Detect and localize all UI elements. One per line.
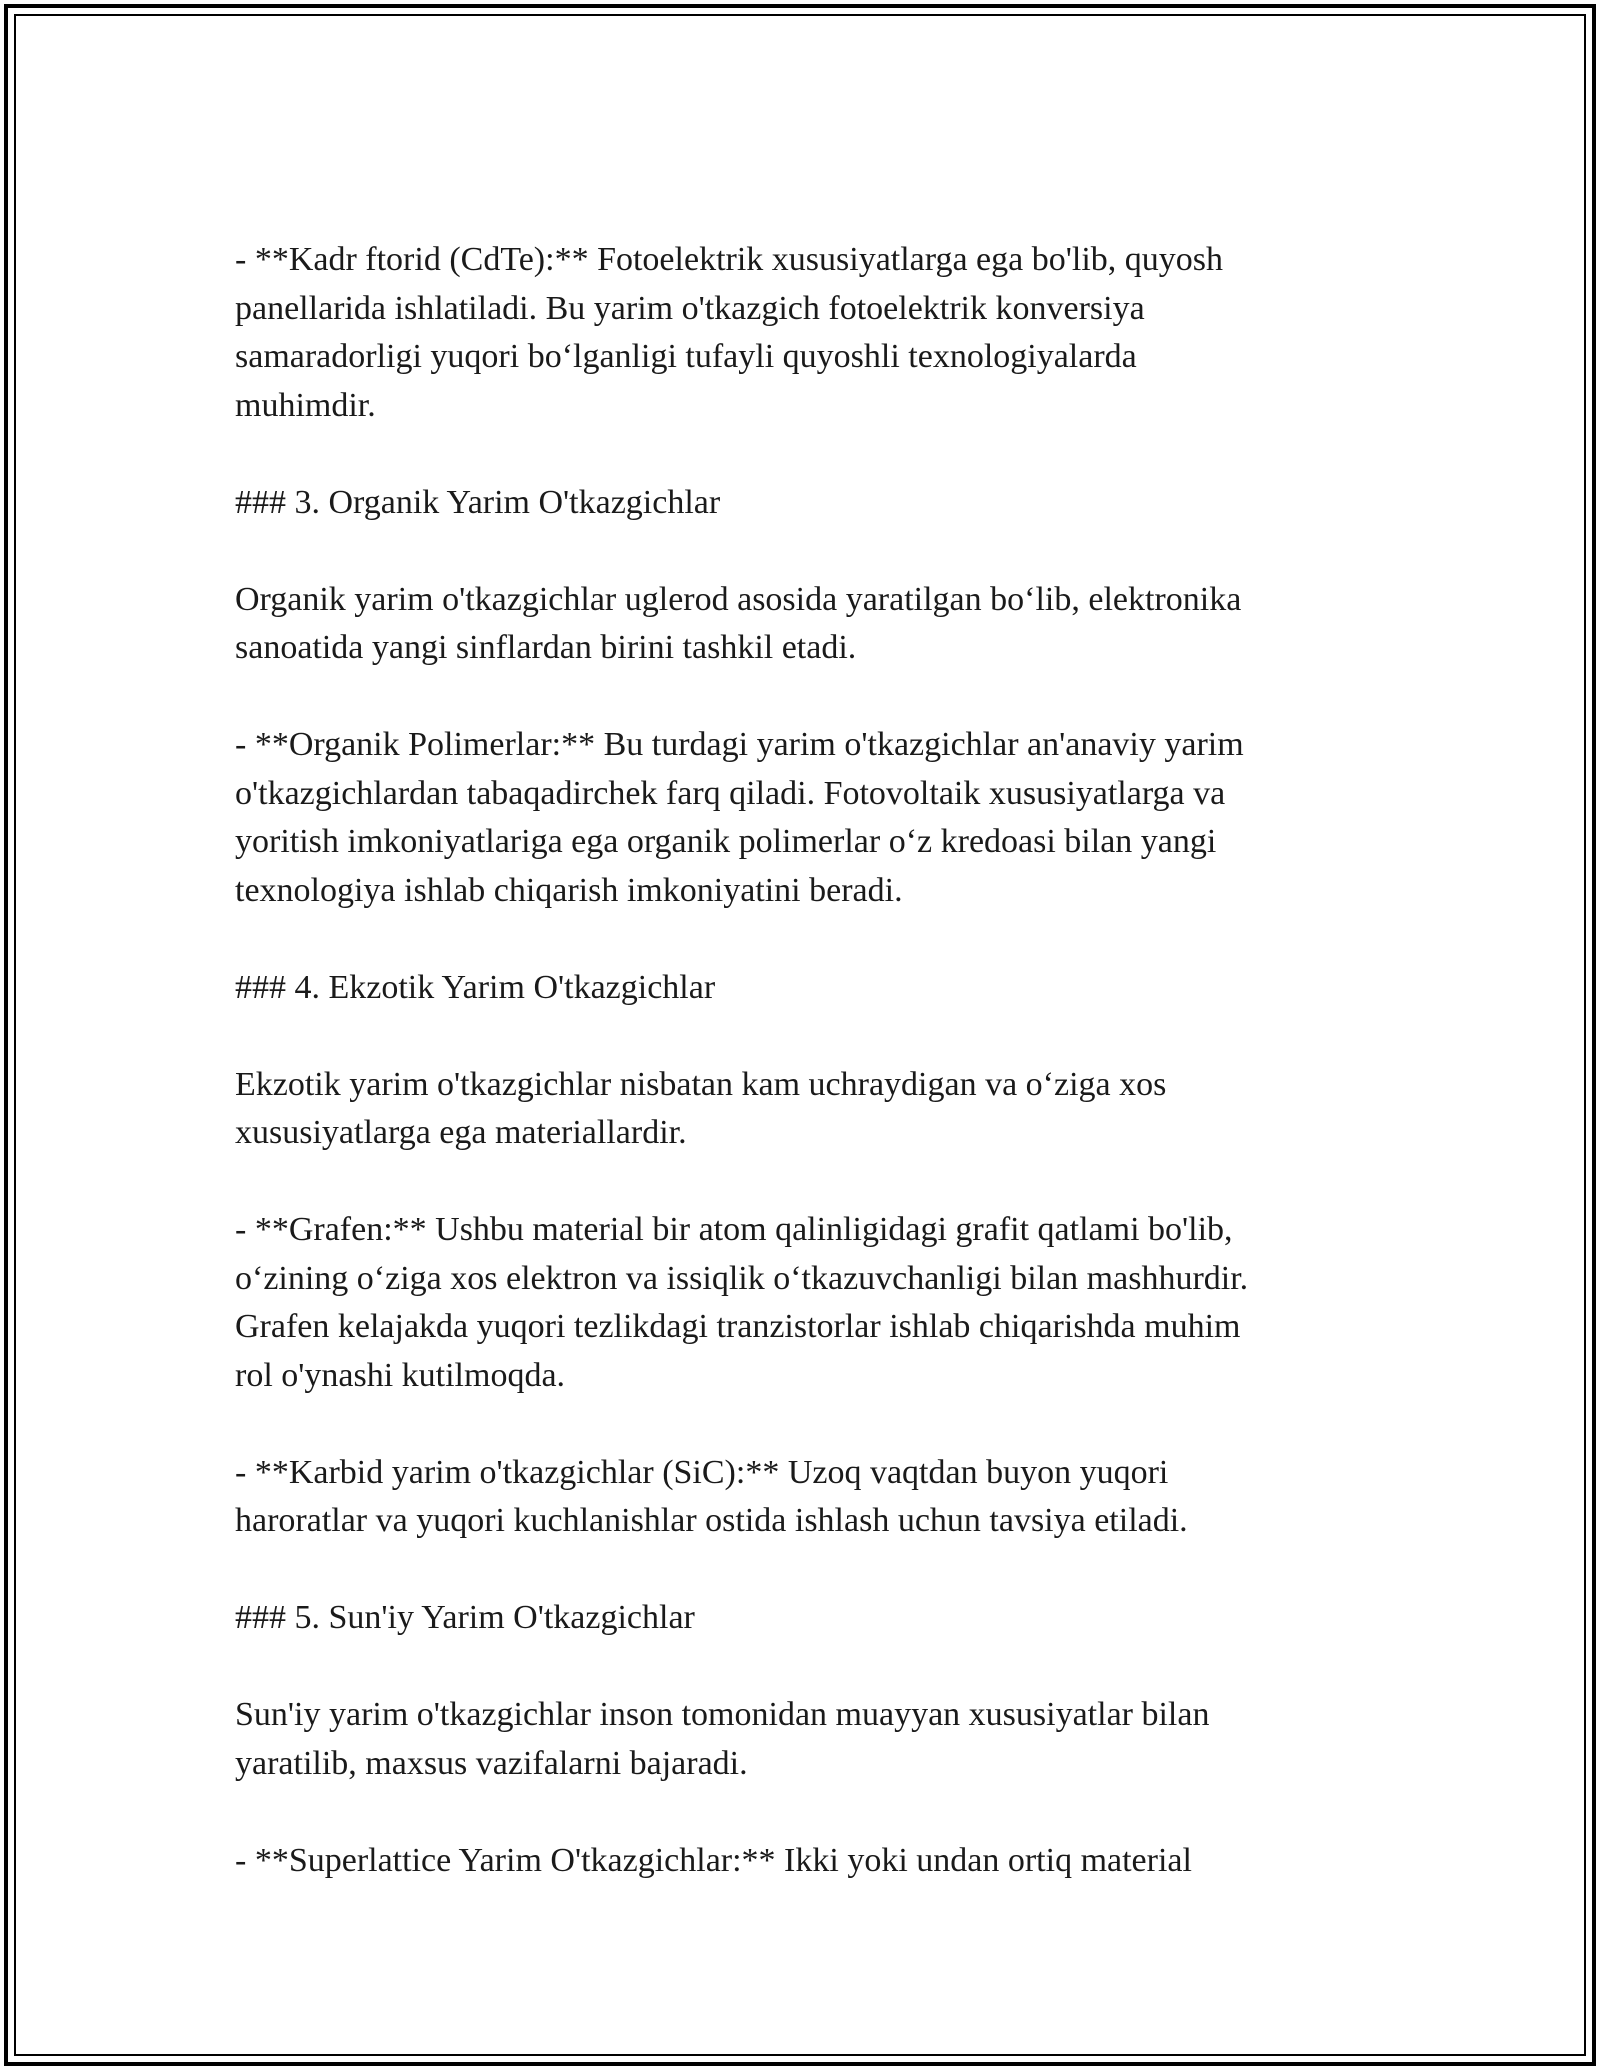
text-line: - **Karbid yarim o'tkazgichlar (SiC):** Uzoq vaqtdan buyon yuqori: [235, 1453, 1169, 1491]
text-line: ### 4. Ekzotik Yarim O'tkazgichlar: [235, 968, 716, 1006]
document-body: [235, 236, 1365, 1885]
text-line: - **Grafen:** Ushbu material bir atom qalinligidagi grafit qatlami bo'lib,: [235, 1211, 1233, 1248]
text-line: muhimdir.: [235, 386, 376, 424]
text-line: ### 3. Organik Yarim O'tkazgichlar: [235, 483, 721, 521]
bullet-item: [235, 1449, 1365, 1546]
text-line: xususiyatlarga ega materiallardir.: [235, 1114, 687, 1151]
paragraph: [235, 1061, 1365, 1158]
text-line: haroratlar va yuqori kuchlanishlar ostida ishlash uchun tavsiya etiladi.: [235, 1502, 1188, 1539]
text-line: samaradorligi yuqori bo‘lganligi tufayli quyoshli texnologiyalarda: [235, 338, 1137, 375]
text-line: - **Kadr ftorid (CdTe):** Fotoelektrik xususiyatlarga ega bo'lib, quyosh: [235, 241, 1223, 278]
text-line: texnologiya ishlab chiqarish imkoniyatini beradi.: [235, 871, 903, 909]
text-line: Ekzotik yarim o'tkazgichlar nisbatan kam uchraydigan va o‘ziga xos: [235, 1065, 1167, 1103]
bullet-item: [235, 721, 1365, 915]
text-line: panellarida ishlatiladi. Bu yarim o'tkazgich fotoelektrik konversiya: [235, 289, 1145, 327]
text-line: Organik yarim o'tkazgichlar uglerod asosida yaratilgan bo‘lib, elektronika: [235, 580, 1242, 618]
text-line: yoritish imkoniyatlariga ega organik polimerlar o‘z kredoasi bilan yangi: [235, 823, 1217, 860]
bullet-item: [235, 1206, 1365, 1400]
text-line: sanoatida yangi sinflardan birini tashkil etadi.: [235, 629, 857, 666]
text-line: yaratilib, maxsus vazifalarni bajaradi.: [235, 1744, 748, 1782]
text-line: rol o'ynashi kutilmoqda.: [235, 1356, 566, 1394]
text-line: o'tkazgichlardan tabaqadirchek farq qiladi. Fotovoltaik xususiyatlarga va: [235, 774, 1226, 812]
bullet-item: [235, 236, 1365, 430]
text-line: o‘zining o‘ziga xos elektron va issiqlik o‘tkazuvchanligi bilan mashhurdir.: [235, 1259, 1249, 1297]
text-line: ### 5. Sun'iy Yarim O'tkazgichlar: [235, 1599, 695, 1636]
paragraph: [235, 576, 1365, 673]
bullet-item: [235, 1837, 1365, 1886]
text-line: Grafen kelajakda yuqori tezlikdagi tranzistorlar ishlab chiqarishda muhim: [235, 1308, 1241, 1345]
paragraph: [235, 1691, 1365, 1788]
section-heading: [235, 479, 1365, 528]
text-line: - **Superlattice Yarim O'tkazgichlar:** Ikki yoki undan ortiq material: [235, 1841, 1192, 1879]
text-line: - **Organik Polimerlar:** Bu turdagi yarim o'tkazgichlar an'anaviy yarim: [235, 726, 1244, 763]
section-heading: [235, 964, 1365, 1013]
section-heading: [235, 1594, 1365, 1643]
text-line: Sun'iy yarim o'tkazgichlar inson tomonidan muayyan xususiyatlar bilan: [235, 1696, 1210, 1733]
